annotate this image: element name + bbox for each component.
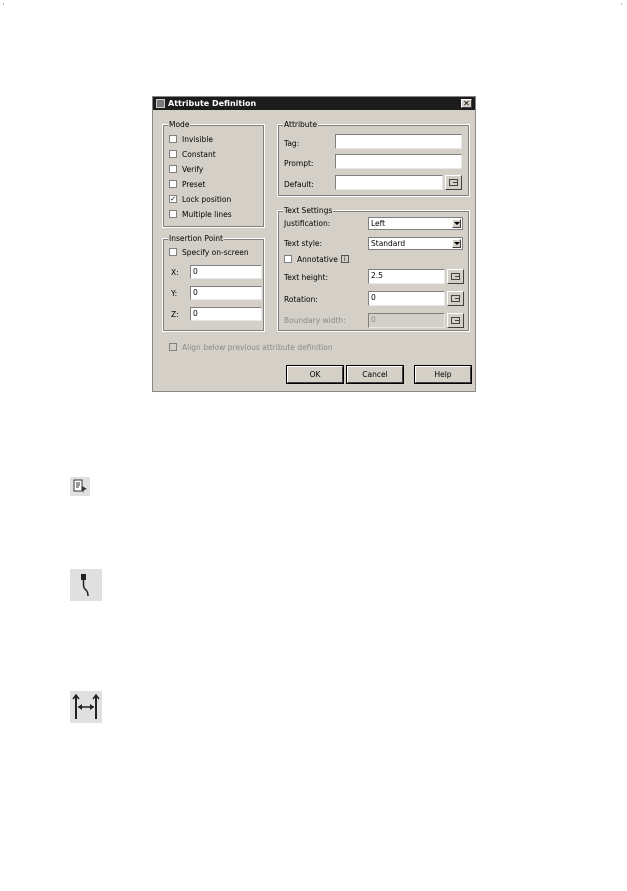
tag-label: Tag:	[284, 139, 300, 148]
invisible-checkbox-box[interactable]	[169, 135, 177, 143]
corner-mark-top-left: ·	[2, 0, 5, 10]
text-style-label: Text style:	[284, 239, 323, 248]
text-style-value: Standard	[371, 239, 406, 248]
y-label: Y:	[171, 289, 178, 298]
multiple-lines-label: Multiple lines	[182, 209, 232, 219]
rotation-field[interactable]: 0	[368, 291, 445, 306]
tag-field[interactable]	[335, 134, 462, 149]
justification-value: Left	[371, 219, 386, 228]
attribute-definition-dialog	[152, 96, 476, 392]
define-attribute-icon-graphic	[70, 477, 90, 496]
prompt-label: Prompt:	[284, 159, 314, 168]
pick-rotation-glyph	[451, 295, 460, 302]
multiple-lines-checkbox-box[interactable]	[169, 210, 177, 218]
z-field[interactable]: 0	[190, 307, 262, 321]
define-attribute-icon	[70, 477, 90, 496]
annotative-checkbox-box[interactable]	[284, 255, 292, 263]
annotative-checkbox[interactable]	[284, 254, 349, 264]
dialog-title: Attribute Definition	[168, 99, 257, 108]
attribute-legend: Attribute	[284, 120, 318, 129]
boundary-width-label: Boundary width:	[284, 316, 346, 325]
mode-legend: Mode	[169, 120, 190, 129]
verify-label: Verify	[182, 164, 204, 174]
dimension-icon	[70, 691, 102, 723]
justification-label: Justification:	[284, 219, 331, 228]
verify-checkbox-box[interactable]	[169, 165, 177, 173]
align-below-checkbox-box[interactable]	[169, 343, 177, 351]
annotative-label: Annotative	[297, 254, 338, 264]
chevron-down-icon[interactable]	[452, 219, 461, 228]
lock-position-checkbox[interactable]	[169, 194, 231, 204]
multiple-lines-checkbox[interactable]	[169, 209, 232, 219]
text-settings-legend: Text Settings	[284, 206, 333, 215]
insert-field-icon[interactable]	[445, 175, 462, 190]
polyline-icon-graphic	[70, 569, 102, 601]
constant-label: Constant	[182, 149, 216, 159]
constant-checkbox[interactable]	[169, 149, 216, 159]
cancel-button[interactable]: Cancel	[347, 366, 403, 383]
align-below-label: Align below previous attribute definition	[182, 342, 333, 352]
pick-height-glyph	[451, 273, 460, 280]
title-bar[interactable]	[153, 97, 475, 110]
invisible-label: Invisible	[182, 134, 213, 144]
justification-select[interactable]	[368, 217, 463, 230]
insert-field-glyph	[449, 179, 458, 186]
ok-button[interactable]: OK	[287, 366, 343, 383]
verify-checkbox[interactable]	[169, 164, 203, 174]
rotation-label: Rotation:	[284, 295, 318, 304]
pick-width-glyph	[451, 317, 460, 324]
pick-rotation-icon[interactable]	[447, 291, 464, 306]
specify-on-screen-checkbox-box[interactable]	[169, 248, 177, 256]
app-icon	[156, 99, 165, 108]
info-icon[interactable]: i	[341, 255, 349, 263]
z-label: Z:	[171, 310, 179, 319]
text-style-select[interactable]	[368, 237, 463, 250]
prompt-field[interactable]	[335, 154, 462, 169]
y-field[interactable]: 0	[190, 286, 262, 300]
polyline-icon	[70, 569, 102, 601]
align-below-checkbox[interactable]	[169, 342, 333, 352]
text-height-label: Text height:	[284, 273, 328, 282]
pick-height-icon[interactable]	[447, 269, 464, 284]
corner-mark-top-right: ·	[620, 0, 623, 10]
insertion-point-legend: Insertion Point	[169, 234, 223, 243]
lock-position-checkbox-box[interactable]: ✓	[170, 195, 176, 203]
chevron-down-icon[interactable]	[452, 239, 461, 248]
help-button[interactable]: Help	[415, 366, 471, 383]
x-field[interactable]: 0	[190, 265, 262, 279]
specify-on-screen-label: Specify on-screen	[182, 247, 249, 257]
default-label: Default:	[284, 180, 314, 189]
preset-checkbox[interactable]	[169, 179, 205, 189]
constant-checkbox-box[interactable]	[169, 150, 177, 158]
invisible-checkbox[interactable]	[169, 134, 213, 144]
dimension-icon-graphic	[70, 691, 102, 723]
preset-checkbox-box[interactable]	[169, 180, 177, 188]
lock-position-label: Lock position	[182, 194, 232, 204]
close-icon[interactable]: ✕	[461, 99, 472, 108]
default-field[interactable]	[335, 175, 443, 190]
text-height-field[interactable]: 2.5	[368, 269, 445, 284]
x-label: X:	[171, 268, 179, 277]
preset-label: Preset	[182, 179, 206, 189]
boundary-width-field[interactable]: 0	[368, 313, 445, 328]
pick-width-icon[interactable]	[447, 313, 464, 328]
specify-on-screen-checkbox[interactable]	[169, 247, 249, 257]
